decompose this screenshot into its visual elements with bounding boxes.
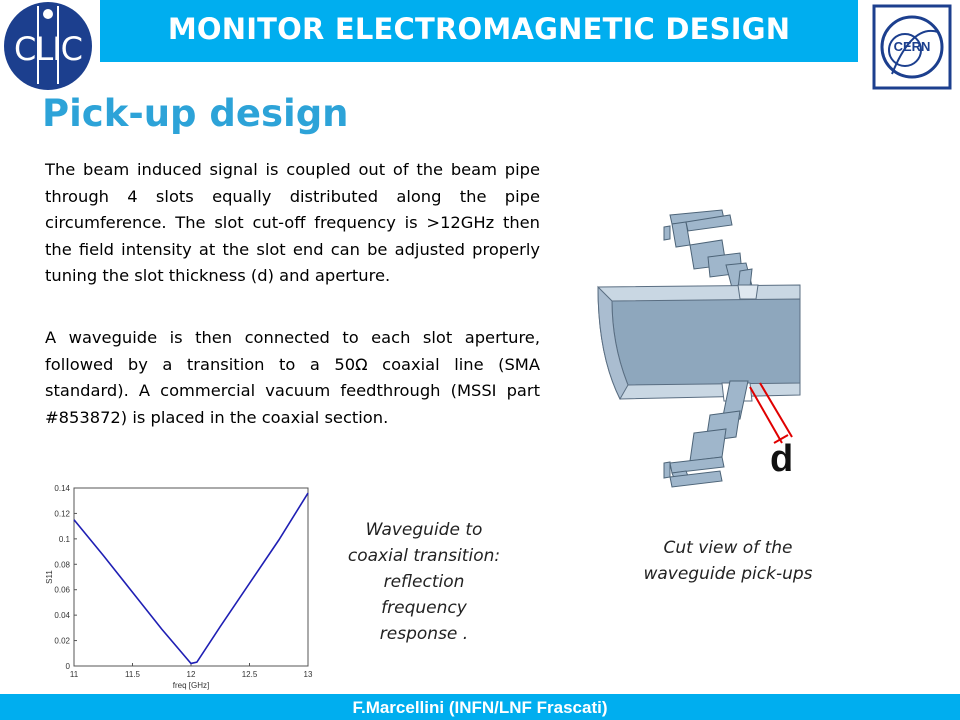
y-tick-label: 0.06 <box>54 585 70 595</box>
x-tick-label: 12.5 <box>241 670 258 679</box>
slide-title: Pick-up design <box>42 92 349 135</box>
slot-thickness-label: d <box>770 438 794 480</box>
body-paragraph-1: The beam induced signal is coupled out of the beam pipe through 4 slots equally distributed along the pipe circumference. The slot cut-off frequency is >12GHz then the field intensity at the slot end can be adjusted properly tuning the slot thickness (d) and aperture. <box>45 160 540 285</box>
beam-pipe <box>598 285 800 401</box>
cern-logo-text: CERN <box>893 39 931 54</box>
x-axis-label: freq [GHz] <box>172 681 210 690</box>
clic-logo <box>0 0 100 92</box>
y-tick-label: 0.1 <box>58 534 70 544</box>
x-tick-label: 12 <box>186 670 196 679</box>
body-paragraph-2: A waveguide is then connected to each slot aperture, followed by a transition to a 50Ω coaxial line (SMA standard). A commercial vacuum feedthrough (MSSI part #853872) is placed in the coaxial section. <box>45 328 540 427</box>
x-tick-label: 13 <box>303 670 313 679</box>
y-tick-label: 0.14 <box>54 484 70 493</box>
s11-chart <box>40 478 322 700</box>
clic-logo-text: CLIC <box>14 30 82 68</box>
y-tick-label: 0 <box>65 662 70 671</box>
chart-caption: Waveguide to coaxial transition: reflection frequency response . <box>347 520 501 644</box>
y-tick-label: 0.12 <box>54 509 70 519</box>
x-tick-label: 11.5 <box>125 670 140 679</box>
cern-logo <box>872 4 952 90</box>
x-tick-label: 11 <box>69 670 79 679</box>
y-axis-label: S11 <box>45 570 54 584</box>
header-title: MONITOR ELECTROMAGNETIC DESIGN <box>167 12 791 46</box>
drawing-caption: Cut view of the waveguide pick-ups <box>643 538 813 584</box>
y-tick-label: 0.04 <box>54 611 70 621</box>
y-tick-label: 0.08 <box>54 560 70 570</box>
y-tick-label: 0.02 <box>54 636 70 646</box>
plot-frame <box>74 488 308 666</box>
footer-text: F.Marcellini (INFN/LNF Frascati) <box>352 698 608 717</box>
